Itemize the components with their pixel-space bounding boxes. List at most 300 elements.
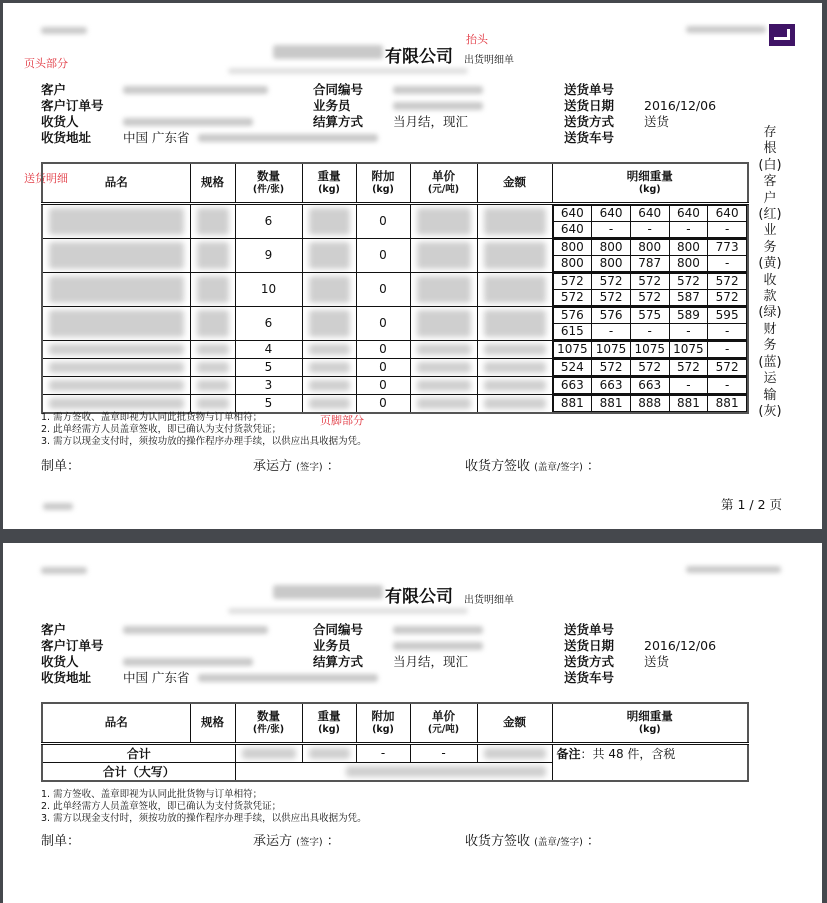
col-header-extra-unit: (kg) [372, 183, 394, 195]
value-settlement: 当月结，现汇 [393, 114, 469, 129]
label-delivery-date: 送货日期 [564, 98, 615, 113]
col-header-detail-weight [552, 163, 748, 203]
item-qty: 5 [235, 394, 302, 413]
redacted-item-spec [197, 398, 229, 409]
item-extra: 0 [356, 394, 410, 413]
value-delivery-address: 中国 广东省 [123, 130, 190, 145]
copy-legend-char: 财 [763, 321, 777, 337]
item-detail-weights [552, 203, 748, 238]
item-name [42, 358, 190, 376]
item-price [410, 306, 477, 340]
value-settlement: 当月结，现汇 [393, 654, 469, 669]
item-amount [477, 394, 552, 413]
detail-weight-cell: 640 [669, 205, 708, 221]
item-extra: 0 [356, 306, 410, 340]
table-row [42, 340, 748, 358]
detail-weight-cell: 576 [592, 307, 631, 323]
label-customer: 客户 [41, 622, 67, 637]
receiver-sub: (盖章/签字) [534, 462, 583, 473]
item-qty: 4 [235, 340, 302, 358]
detail-weight-cell: 640 [708, 205, 747, 221]
redacted-item-amount [484, 208, 546, 235]
copy-legend-char: 户 [763, 190, 777, 206]
col-header-qty-label: 数量 [257, 708, 280, 723]
detail-weight-cell: 572 [630, 359, 669, 375]
detail-weight-cell: - [592, 221, 631, 237]
item-name [42, 340, 190, 358]
col-header-amount: 金额 [477, 703, 552, 743]
detail-weight-cell: 881 [708, 395, 747, 411]
redacted-header-left [41, 567, 87, 574]
col-header-extra-label: 附加 [371, 168, 395, 183]
item-extra: 0 [356, 272, 410, 306]
col-header-detail-weight-label: 明细重量 [626, 168, 673, 183]
item-weight [302, 358, 356, 376]
label-customer-order-no: 客户订单号 [41, 98, 104, 113]
label-delivery-date: 送货日期 [564, 638, 615, 653]
item-weight [302, 272, 356, 306]
label-delivery-address: 收货地址 [41, 130, 92, 145]
annotation-detail-section: 送货明细 [24, 172, 68, 185]
col-header-extra-label: 附加 [371, 708, 395, 723]
label-contract-no: 合同编号 [313, 82, 364, 97]
redacted-item-name [49, 398, 184, 409]
detail-weight-cell: 881 [553, 395, 592, 411]
redacted-item-name [49, 380, 184, 391]
detail-weight-cell: 773 [708, 239, 747, 255]
col-header-name: 品名 [42, 163, 190, 203]
copy-legend-char: (白) [758, 157, 782, 173]
item-name [42, 203, 190, 238]
redacted-address [198, 674, 378, 682]
col-header-price [410, 163, 477, 203]
total-label: 合计 [42, 743, 235, 762]
detail-weight-cell: 881 [669, 395, 708, 411]
value-delivery-date: 2016/12/06 [644, 98, 717, 113]
detail-weight-cell: 572 [592, 359, 631, 375]
item-name [42, 306, 190, 340]
carrier-colon: ： [326, 834, 340, 849]
detail-weight-cell: - [708, 377, 747, 393]
detail-weight-cell: 881 [592, 395, 631, 411]
copy-legend-char: 输 [763, 387, 777, 403]
label-customer-order-no: 客户订单号 [41, 638, 104, 653]
redacted-item-weight [309, 398, 350, 409]
receiver-colon: ： [586, 834, 600, 849]
company-name: 有限公司 [385, 587, 453, 607]
item-spec [190, 203, 235, 238]
table-row [42, 203, 748, 238]
item-weight [302, 203, 356, 238]
col-header-name: 品名 [42, 703, 190, 743]
redacted-contract-no [393, 626, 483, 634]
label-salesperson: 业务员 [313, 638, 351, 653]
label-customer: 客户 [41, 82, 67, 97]
item-spec [190, 238, 235, 272]
delivery-detail-table [41, 162, 749, 414]
copy-legend-char: 收 [763, 272, 777, 288]
detail-weight-cell: - [669, 377, 708, 393]
remark-value: ：共 48 件，含税 [580, 746, 676, 761]
item-extra: 0 [356, 203, 410, 238]
detail-weight-cell: 572 [553, 273, 592, 289]
item-spec [190, 272, 235, 306]
redacted-contract-no [393, 86, 483, 94]
detail-weight-cell: 1075 [669, 341, 708, 357]
redacted-item-weight [309, 344, 350, 355]
document-type: 出货明细单 [464, 55, 514, 66]
copy-legend-char: (灰) [758, 403, 782, 419]
detail-weight-cell: - [592, 323, 631, 339]
col-header-qty [235, 703, 302, 743]
col-header-weight-unit: (kg) [318, 183, 340, 195]
label-delivery-no: 送货单号 [564, 82, 615, 97]
note-2: 2. 此单经需方人员盖章签收，即已确认为支付货款凭证； [41, 424, 282, 435]
redacted-item-spec [197, 310, 229, 337]
item-price [410, 376, 477, 394]
item-detail-weights [552, 272, 748, 306]
total-upper-value [235, 762, 552, 781]
detail-weight-cell: 1075 [630, 341, 669, 357]
carrier-sub: (签字) [296, 462, 323, 473]
item-amount [477, 272, 552, 306]
item-detail-weights [552, 306, 748, 340]
copy-legend-char: 款 [763, 289, 777, 305]
item-qty: 6 [235, 306, 302, 340]
redacted-header-right [686, 566, 781, 573]
redacted-total-amount [484, 748, 546, 759]
redacted-item-amount [484, 276, 546, 303]
copy-legend-char: 业 [763, 223, 777, 239]
note-3: 3. 需方以现金支付时，须按功放的操作程序办理手续，以供应出具收据为凭。 [41, 813, 367, 824]
signature-receiver [465, 455, 600, 474]
detail-weight-cell: 572 [708, 273, 747, 289]
copy-legend-char: (红) [758, 207, 782, 223]
detail-weight-cell: 572 [630, 273, 669, 289]
redacted-salesperson [393, 642, 483, 650]
col-header-detail-weight [552, 703, 748, 743]
label-delivery-method: 送货方式 [564, 114, 615, 129]
detail-weight-cell: 640 [553, 221, 592, 237]
redacted-item-price [417, 362, 471, 373]
redacted-total-upper [346, 766, 546, 777]
label-contract-no: 合同编号 [313, 622, 364, 637]
detail-weight-cell: 663 [592, 377, 631, 393]
note-3: 3. 需方以现金支付时，须按功放的操作程序办理手续，以供应出具收据为凭。 [41, 436, 367, 447]
item-extra: 0 [356, 238, 410, 272]
redacted-consignee [123, 658, 253, 666]
item-spec [190, 394, 235, 413]
redacted-item-name [49, 276, 184, 303]
redacted-header-left [41, 27, 87, 34]
totals-table [41, 702, 749, 782]
redacted-item-spec [197, 344, 229, 355]
item-price [410, 394, 477, 413]
redacted-item-price [417, 380, 471, 391]
detail-weight-cell: 640 [553, 205, 592, 221]
item-qty: 6 [235, 203, 302, 238]
redacted-company-name [273, 45, 383, 59]
redacted-item-price [417, 398, 471, 409]
col-header-qty-unit: (件/张) [252, 183, 285, 195]
detail-weight-cell: 663 [630, 377, 669, 393]
copy-legend-char: 客 [763, 174, 777, 190]
item-weight [302, 238, 356, 272]
detail-weight-cell: 572 [592, 273, 631, 289]
redacted-customer [123, 86, 268, 94]
signature-receiver [465, 830, 600, 849]
label-delivery-method: 送货方式 [564, 654, 615, 669]
detail-weight-cell: 663 [553, 377, 592, 393]
table-row [42, 272, 748, 306]
redacted-item-name [49, 344, 184, 355]
redacted-item-name [49, 242, 184, 269]
table-row [42, 238, 748, 272]
label-delivery-address: 收货地址 [41, 670, 92, 685]
detail-weight-cell: - [708, 341, 747, 357]
item-amount [477, 376, 552, 394]
receiver-label: 收货方签收 [465, 459, 531, 474]
total-extra: - [356, 743, 410, 762]
carrier-colon: ： [326, 459, 340, 474]
label-salesperson: 业务员 [313, 98, 351, 113]
item-amount [477, 358, 552, 376]
item-amount [477, 340, 552, 358]
copy-legend-char: 务 [763, 239, 777, 255]
document-type: 出货明细单 [464, 595, 514, 606]
detail-weight-cell: - [669, 323, 708, 339]
col-header-detail-weight-unit: (kg) [638, 183, 661, 195]
label-consignee: 收货人 [41, 654, 79, 669]
label-settlement: 结算方式 [313, 654, 364, 669]
total-upper-label: 合计（大写） [42, 762, 235, 781]
col-header-weight [302, 163, 356, 203]
detail-weight-cell: 576 [553, 307, 592, 323]
detail-weight-cell: 572 [592, 289, 631, 305]
detail-weight-cell: 888 [630, 395, 669, 411]
item-qty: 5 [235, 358, 302, 376]
item-extra: 0 [356, 376, 410, 394]
item-name [42, 238, 190, 272]
detail-weight-cell: - [708, 255, 747, 271]
signature-carrier [253, 455, 340, 474]
table-row [42, 358, 748, 376]
redacted-customer [123, 626, 268, 634]
redacted-item-price [417, 208, 471, 235]
redacted-item-amount [484, 380, 546, 391]
label-settlement: 结算方式 [313, 114, 364, 129]
item-weight [302, 376, 356, 394]
copy-legend-char: 运 [763, 371, 777, 387]
detail-weight-cell: 640 [592, 205, 631, 221]
redacted-item-name [49, 208, 184, 235]
col-header-weight-label: 重量 [317, 168, 341, 183]
redacted-item-name [49, 362, 184, 373]
col-header-extra-unit: (kg) [372, 723, 394, 735]
item-price [410, 272, 477, 306]
copy-legend-char: 存 [763, 125, 777, 140]
item-amount [477, 306, 552, 340]
detail-weight-cell: 1075 [592, 341, 631, 357]
col-header-price-label: 单价 [432, 168, 455, 183]
redacted-address [198, 134, 378, 142]
value-delivery-address: 中国 广东省 [123, 670, 190, 685]
detail-weight-cell: 572 [708, 359, 747, 375]
item-weight [302, 394, 356, 413]
redacted-item-price [417, 276, 471, 303]
total-price: - [410, 743, 477, 762]
redacted-item-spec [197, 380, 229, 391]
detail-weight-cell: 589 [669, 307, 708, 323]
page-number: 第 1 / 2 页 [721, 497, 783, 512]
receiver-label: 收货方签收 [465, 834, 531, 849]
item-amount [477, 203, 552, 238]
copy-legend-char: 根 [763, 141, 777, 157]
detail-weight-cell: 787 [630, 255, 669, 271]
item-spec [190, 358, 235, 376]
redacted-item-amount [484, 310, 546, 337]
table-row [42, 376, 748, 394]
col-header-qty [235, 163, 302, 203]
carrier-sub: (签字) [296, 837, 323, 848]
redacted-total-qty [242, 748, 296, 759]
item-spec [190, 340, 235, 358]
item-detail-weights [552, 340, 748, 358]
value-delivery-date: 2016/12/06 [644, 638, 717, 653]
col-header-spec: 规格 [190, 163, 235, 203]
label-vehicle-no: 送货车号 [564, 670, 615, 685]
company-name: 有限公司 [385, 47, 453, 67]
item-price [410, 358, 477, 376]
copy-legend-char: (绿) [758, 305, 782, 321]
total-row [42, 743, 748, 762]
item-detail-weights [552, 376, 748, 394]
col-header-qty-unit: (件/张) [252, 723, 285, 735]
detail-weight-cell: 524 [553, 359, 592, 375]
item-qty: 3 [235, 376, 302, 394]
label-consignee: 收货人 [41, 114, 79, 129]
col-header-qty-label: 数量 [257, 168, 280, 183]
redacted-header-right [686, 26, 766, 33]
detail-weight-cell: 800 [553, 239, 592, 255]
col-header-weight [302, 703, 356, 743]
detail-weight-cell: 615 [553, 323, 592, 339]
copy-color-legend [755, 125, 785, 420]
annotation-letterhead: 抬头 [466, 33, 488, 46]
redacted-footer-left [43, 503, 73, 510]
item-name [42, 394, 190, 413]
detail-weight-cell: 800 [553, 255, 592, 271]
signature-maker: 制单： [41, 459, 81, 474]
copy-legend-char: (黄) [758, 256, 782, 272]
copy-legend-char: (蓝) [758, 354, 782, 370]
col-header-price-label: 单价 [432, 708, 455, 723]
redacted-company-name [273, 585, 383, 599]
detail-weight-cell: 640 [630, 205, 669, 221]
detail-weight-cell: - [708, 221, 747, 237]
table-row [42, 306, 748, 340]
detail-weight-cell: 572 [553, 289, 592, 305]
remark-label: 备注 [556, 746, 581, 761]
item-extra: 0 [356, 340, 410, 358]
item-detail-weights [552, 238, 748, 272]
receiver-sub: (盖章/签字) [534, 837, 583, 848]
redacted-item-weight [309, 276, 350, 303]
total-weight [302, 743, 356, 762]
redacted-item-price [417, 310, 471, 337]
col-header-price-unit: (元/吨) [427, 723, 460, 735]
terms-notes [41, 412, 367, 448]
note-1: 1. 需方签收、盖章即视为认同此批货物与订单相符； [41, 789, 263, 800]
redacted-item-amount [484, 344, 546, 355]
annotation-footer-section: 页脚部分 [320, 414, 364, 427]
carrier-label: 承运方 [253, 834, 293, 849]
detail-weight-cell: 800 [630, 239, 669, 255]
detail-weight-cell: - [669, 221, 708, 237]
col-header-detail-weight-label: 明细重量 [626, 708, 673, 723]
value-delivery-method: 送货 [644, 654, 670, 669]
redacted-item-weight [309, 362, 350, 373]
col-header-spec: 规格 [190, 703, 235, 743]
item-qty: 10 [235, 272, 302, 306]
col-header-detail-weight-unit: (kg) [638, 723, 661, 735]
copy-legend-char: 务 [763, 338, 777, 354]
col-header-amount: 金额 [477, 163, 552, 203]
receiver-colon: ： [586, 459, 600, 474]
item-extra: 0 [356, 358, 410, 376]
company-logo-icon [769, 24, 795, 46]
detail-weight-cell: 800 [592, 239, 631, 255]
carrier-label: 承运方 [253, 459, 293, 474]
detail-weight-cell: 575 [630, 307, 669, 323]
redacted-item-price [417, 344, 471, 355]
item-weight [302, 306, 356, 340]
document-page-2 [3, 543, 822, 903]
terms-notes [41, 789, 367, 825]
detail-weight-cell: - [708, 323, 747, 339]
value-delivery-method: 送货 [644, 114, 670, 129]
detail-weight-cell: - [630, 221, 669, 237]
item-name [42, 272, 190, 306]
redacted-consignee [123, 118, 253, 126]
col-header-weight-label: 重量 [317, 708, 341, 723]
detail-weight-cell: 800 [669, 239, 708, 255]
detail-weight-cell: 587 [669, 289, 708, 305]
col-header-price [410, 703, 477, 743]
redacted-item-spec [197, 208, 229, 235]
redacted-item-spec [197, 242, 229, 269]
signature-maker: 制单： [41, 834, 81, 849]
total-amount [477, 743, 552, 762]
document-page-1 [3, 3, 822, 529]
col-header-extra [356, 703, 410, 743]
item-weight [302, 340, 356, 358]
total-qty [235, 743, 302, 762]
detail-weight-cell: 800 [592, 255, 631, 271]
col-header-extra [356, 163, 410, 203]
item-detail-weights [552, 358, 748, 376]
detail-weight-cell: 1075 [553, 341, 592, 357]
detail-weight-cell: 572 [708, 289, 747, 305]
remarks-cell [552, 743, 748, 781]
item-spec [190, 376, 235, 394]
redacted-item-weight [309, 380, 350, 391]
redacted-item-name [49, 310, 184, 337]
redacted-total-weight [309, 748, 350, 759]
item-spec [190, 306, 235, 340]
note-1: 1. 需方签收、盖章即视为认同此批货物与订单相符； [41, 412, 263, 423]
item-detail-weights [552, 394, 748, 413]
